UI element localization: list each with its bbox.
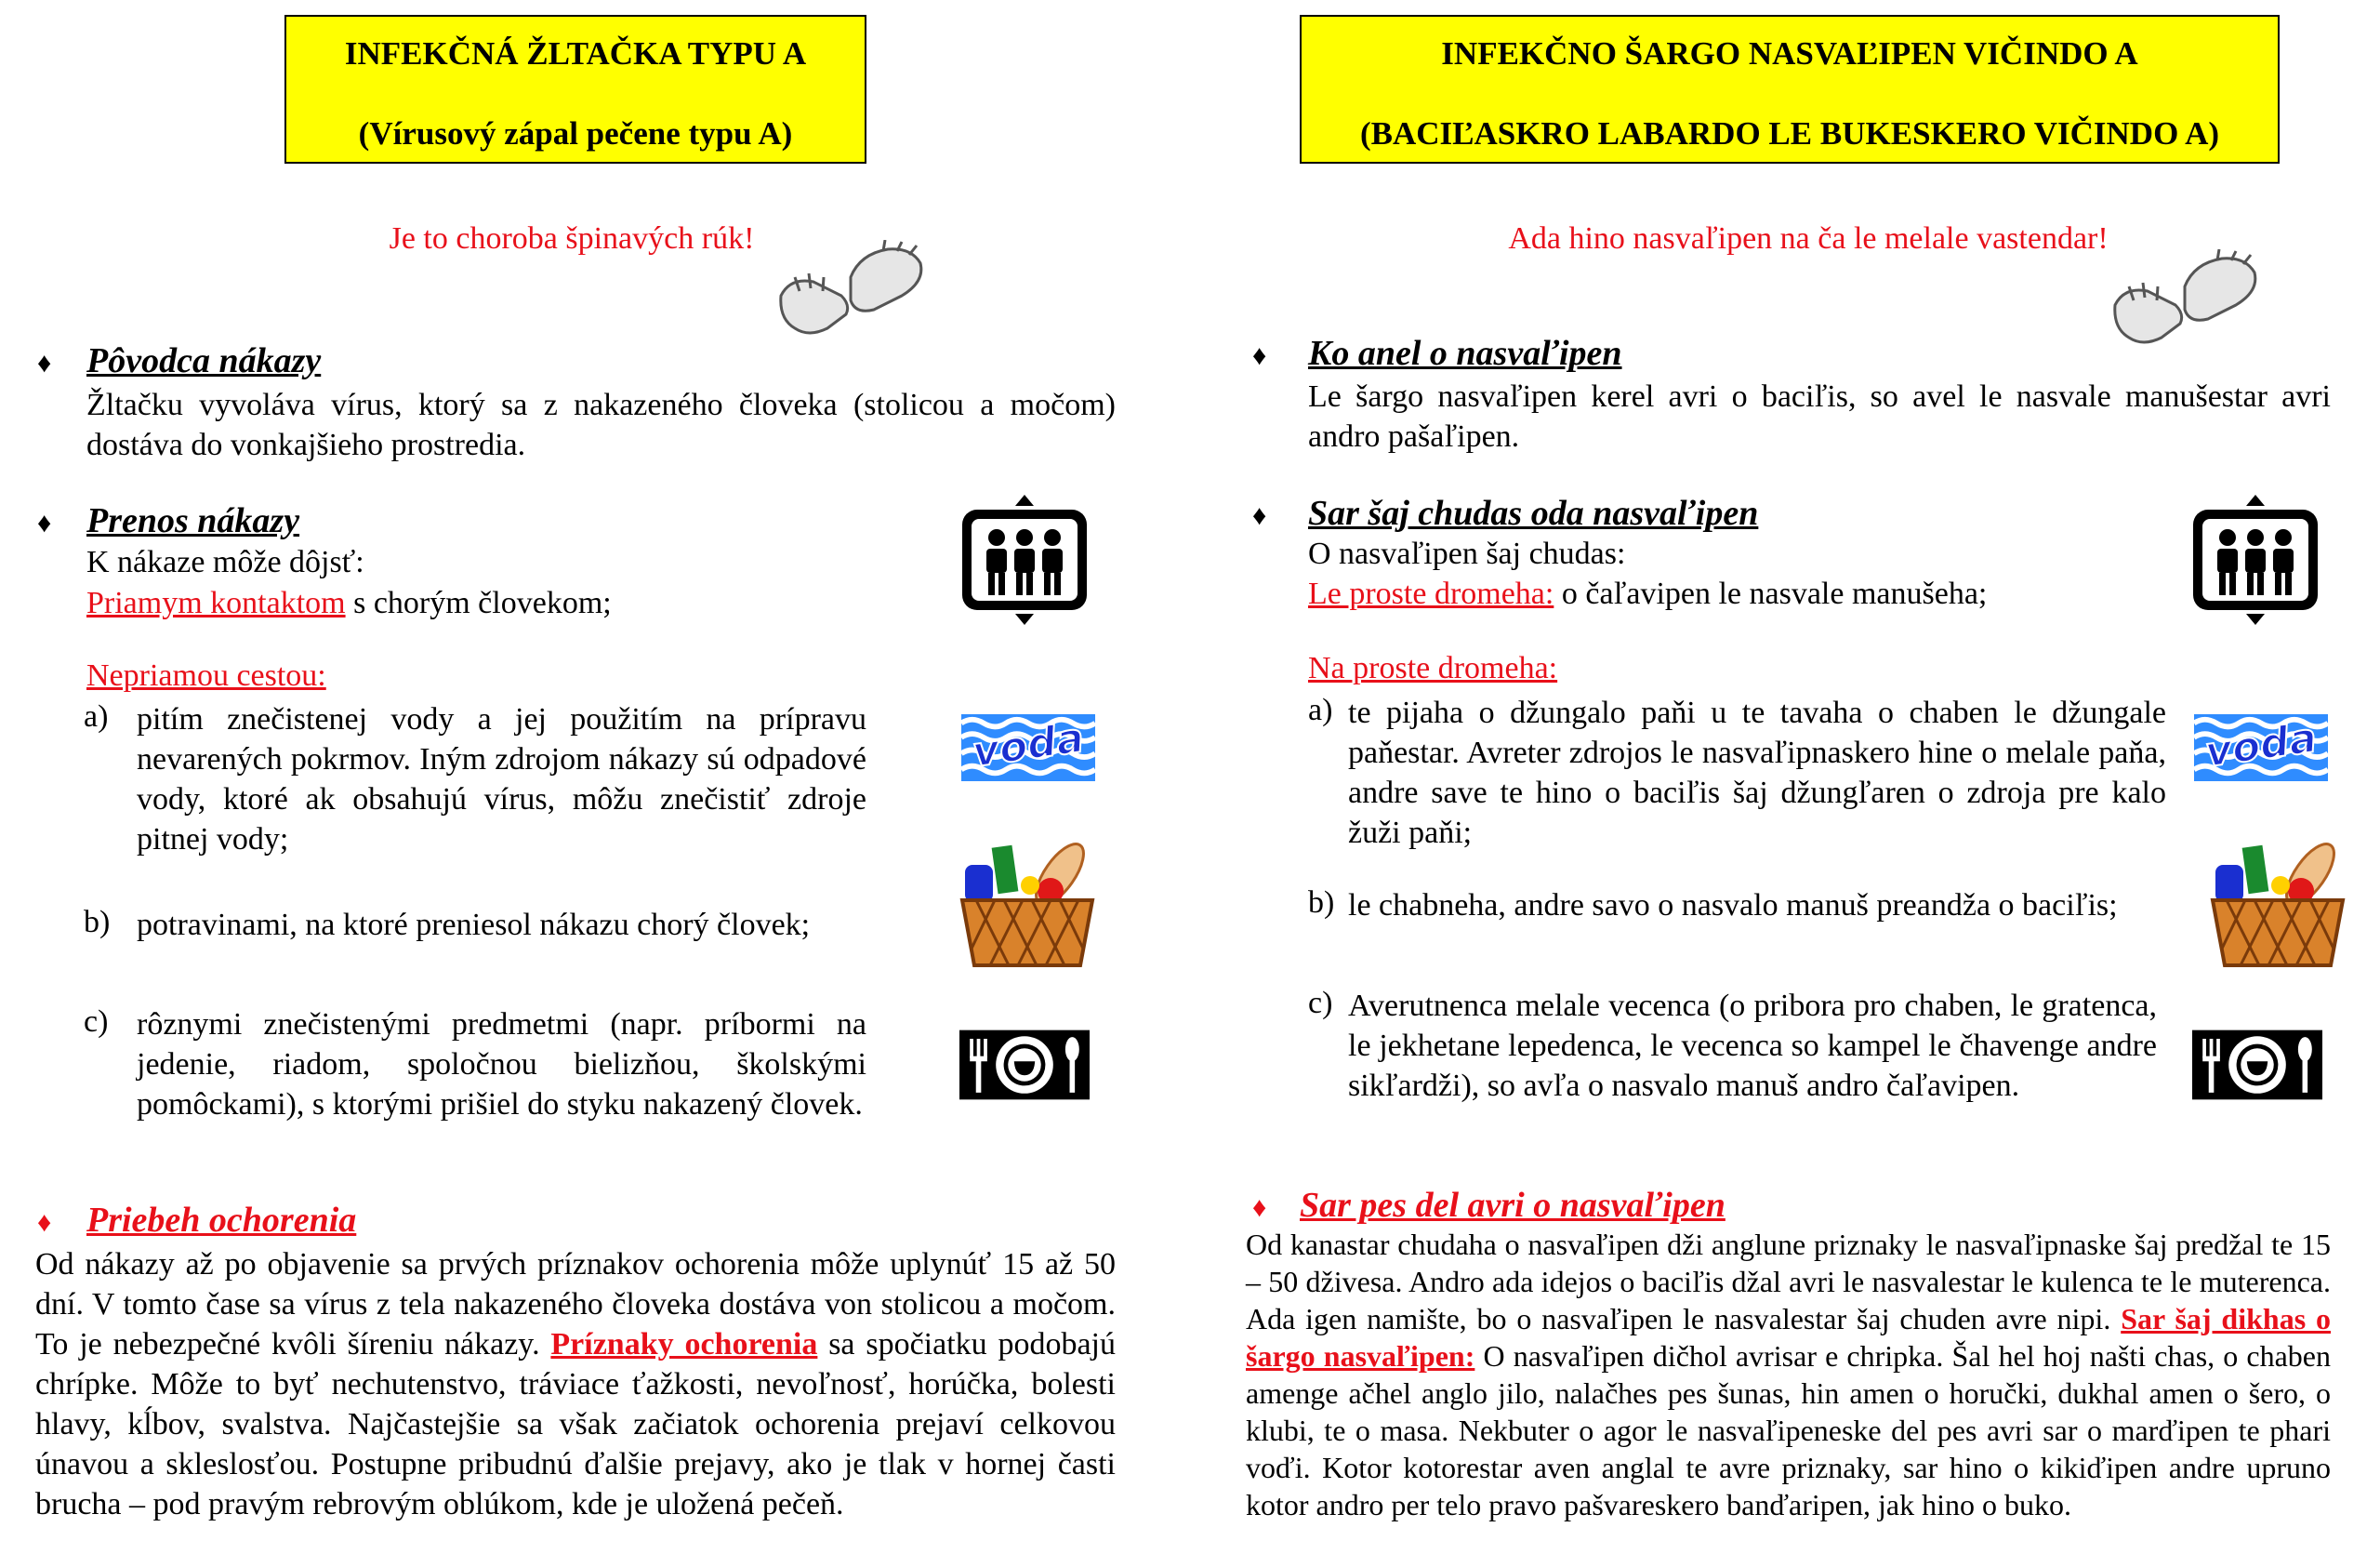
right-slogan: Ada hino nasvaľipen na ča le melale vastendar! <box>1508 221 2109 256</box>
left-item-b-label: b) <box>84 905 111 939</box>
left-item-b-text: potravinami, na ktoré preniesol nákazu chorý človek; <box>137 908 811 942</box>
hands-icon <box>2106 249 2264 352</box>
bullet-diamond-icon: ♦ <box>1252 340 1267 371</box>
bullet-diamond-icon: ♦ <box>37 1207 52 1238</box>
bullet-diamond-icon: ♦ <box>1252 1192 1267 1223</box>
left-s3-heading: Priebeh ochorenia <box>86 1201 357 1240</box>
right-s1-heading: Ko anel o nasvaľipen <box>1308 334 1622 373</box>
water-voda-label: voda <box>969 713 1088 777</box>
left-s3-text-a: Od nákazy až po objavenie sa prvých príznakov ochorenia môže uplynúť 15 až 50 dní. V tomto čase sa vírus z tela nakazeného človeka dostáva von stolicou a močom. To je nebezpečné kvôli šíreniu nákazy. <box>35 1247 1116 1361</box>
right-s2-direct-line <box>1308 577 1987 612</box>
right-s1-text: Le šargo nasvaľipen kerel avri o baciľis, so avel le nasvale manušestar avri andro pašaľipen. <box>1308 379 2331 454</box>
left-direct-contact-link[interactable]: Priamym kontaktom <box>86 586 346 620</box>
right-s3-heading: Sar pes del avri o nasvaľipen <box>1300 1186 1726 1225</box>
left-item-c-label: c) <box>84 1004 109 1039</box>
left-s3-text <box>35 1244 1116 1524</box>
left-s2-line1: K nákaze môže dôjsť: <box>86 545 364 579</box>
water-voda-icon <box>959 714 1097 781</box>
left-title-box <box>284 15 866 164</box>
right-item-b-label: b) <box>1308 885 1335 920</box>
left-direct-contact-rest: s chorým človekom; <box>345 586 612 620</box>
right-direct-contact-link[interactable]: Le proste dromeha: <box>1308 577 1554 611</box>
right-item-b-text: le chabneha, andre savo o nasvalo manuš preandža o baciľis; <box>1348 888 2118 923</box>
elevator-people-icon <box>2190 495 2320 625</box>
right-item-c-text: Averutnenca melale vecenca (o pribora pro chaben, le gratenca, le jekhetane lepedenca, le vecenca so kampel le čhavenge andre sikľardži), so avľa o nasvalo manuš andro čaľavipen. <box>1348 989 2157 1103</box>
left-title-line2: (Vírusový zápal pečene typu A) <box>358 115 793 152</box>
water-voda-label: voda <box>2202 713 2320 777</box>
water-voda-icon <box>2192 714 2330 781</box>
elevator-people-icon <box>959 495 1090 625</box>
food-basket-icon <box>2208 837 2347 967</box>
dining-plate-icon <box>959 1028 1090 1102</box>
right-s3-text-b: O nasvaľipen dičhol avrisar e chripka. Šal hel hoj našti chas, o chaben amenge ačhel anglo jilo, nalačhes pes šunas, hin amen o horučki, dukhal amen o šero, o klubi, te o masa. Nekbuter o agor le nasvaľipeneske del pes avri sar o marďipen te phari voďi. Kotor kotorestar aven anglal te avre priznaky, sar hino o kikiďipen andre upruno kotor andro per telo pravo pašvareskero banďaripen, jak hino o buko. <box>1246 1339 2332 1521</box>
left-s1-heading: Pôvodca nákazy <box>86 341 322 380</box>
right-title-line2: (BACIĽASKRO LABARDO LE BUKESKERO VIČINDO A) <box>1359 115 2220 152</box>
left-s3-text-b: sa spočiatku podobajú chrípke. Môže to byť nechutenstvo, tráviace ťažkosti, nevoľnosť, horúčka, bolesti hlavy, kĺbov, svalstva. Najčastejšie sa však začiatok ochorenia prejaví celkovou únavou a skleslosťou. Postupne pribudnú ďalšie prejavy, ako je tlak v hornej časti brucha – pod pravým rebrovým oblúkom, kde je uložená pečeň. <box>35 1327 1117 1521</box>
right-item-a-label: a) <box>1308 693 1333 727</box>
right-item-c-label: c) <box>1308 986 1333 1020</box>
right-s3-text <box>1246 1226 2331 1523</box>
right-title-line1: INFEKČNO ŠARGO NASVAĽIPEN VIČINDO A <box>1441 35 2138 72</box>
left-slogan: Je to choroba špinavých rúk! <box>389 221 755 256</box>
bullet-diamond-icon: ♦ <box>37 348 52 379</box>
right-item-a-text: te pijaha o džungalo paňi u te tavaha o chaben le džungale paňestar. Avreter zdrojos le nasvaľipnaskero hine o melale paňa, andre save te hino o baciľis šaj džungľaren o zdroja pre kalo žuži paňi; <box>1348 696 2166 850</box>
left-item-a-text: pitím znečistenej vody a jej použitím na prípravu nevarených pokrmov. Iným zdrojom nákazy sú odpadové vody, ktoré ak obsahujú vírus, môžu znečistiť zdroje pitnej vody; <box>137 702 866 857</box>
left-title-line1: INFEKČNÁ ŽLTAČKA TYPU A <box>344 35 807 72</box>
bullet-diamond-icon: ♦ <box>1252 500 1267 531</box>
dining-plate-icon <box>2192 1028 2322 1102</box>
hands-icon <box>772 240 930 342</box>
left-indirect-label: Nepriamou cestou: <box>86 658 326 693</box>
right-indirect-label: Na proste dromeha: <box>1308 651 1558 685</box>
left-item-a-label: a) <box>84 699 109 734</box>
romani-column <box>1190 0 2380 1554</box>
left-s1-text: Žltačku vyvoláva vírus, ktorý sa z nakazeného človeka (stolicou a močom) dostáva do vonkajšieho prostredia. <box>86 388 1116 462</box>
right-title-box <box>1300 15 2280 164</box>
bullet-diamond-icon: ♦ <box>37 508 52 538</box>
left-symptoms-link[interactable]: Príznaky ochorenia <box>550 1327 818 1361</box>
right-s2-line1: O nasvaľipen šaj chudas: <box>1308 537 1626 571</box>
left-s2-heading: Prenos nákazy <box>86 501 300 540</box>
right-s3-text-a: Od kanastar chudaha o nasvaľipen dži anglune priznaky le nasvaľipnaske šaj predžal te 15 – 50 dživesa. Andro ada idejos o baciľis džal avri le nasvalestar le kulenca te le muterenca. Ada igen namište, bo o nasvaľipen le nasvalestar šaj chuden avre nipi. <box>1246 1228 2331 1335</box>
left-item-c-text: rôznymi znečistenými predmetmi (napr. príbormi na jedenie, riadom, spoločnou bielizňou, školskými pomôckami), s ktorými prišiel do styku nakazený človek. <box>137 1007 866 1122</box>
right-direct-contact-rest: o čaľavipen le nasvale manušeha; <box>1554 577 1988 611</box>
food-basket-icon <box>958 837 1097 967</box>
right-s2-heading: Sar šaj chudas oda nasvaľipen <box>1308 494 1759 533</box>
left-s2-direct-line <box>86 586 612 621</box>
right-symptoms-link[interactable]: Sar šaj dikhas o šargo nasvaľipen: <box>1246 1302 2332 1373</box>
